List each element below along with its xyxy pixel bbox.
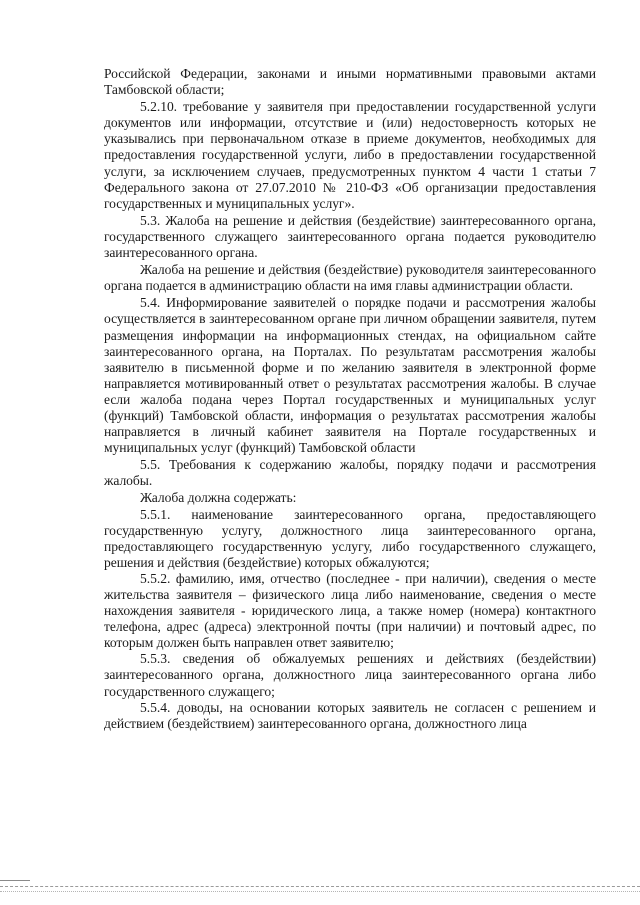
paragraph-5-4: 5.4. Информирование заявителей о порядке подачи и рассмотрения жалобы осуществляется в заинтересованном органе при личном обращении заявителя, путем размещения информации на информационных стендах, на официальном сайте заинтересованного органа, на Порталах. По результатам рассмотрения жалобы заявителю в письменной форме и по желанию заявителя в электронной форме направляется мотивированный ответ о результатах рассмотрения жалобы. В случае если жалоба подана через Портал государственных и муниципальных услуг (функций) Тамбовской области, информация о результатах рассмотрения жалобы направляется в личный кабинет заявителя на Портале государственных и муниципальных услуг (функций) Тамбовской области — [104, 295, 596, 456]
paragraph-5-5: 5.5. Требования к содержанию жалобы, порядку подачи и рассмотрения жалобы. — [104, 457, 596, 489]
scan-edge-mark — [0, 880, 30, 881]
document-body — [104, 66, 596, 732]
paragraph-5-3-head-complaint: Жалоба на решение и действия (бездействие) руководителя заинтересованного органа подается в администрацию области на имя главы администрации области. — [104, 262, 596, 294]
scan-bottom-rule — [0, 886, 640, 887]
paragraph-5-5-2: 5.5.2. фамилию, имя, отчество (последнее - при наличии), сведения о месте жительства заявителя – физического лица либо наименование, сведения о месте нахождения заявителя - юридического лица, а также номер (номера) контактного телефона, адрес (адреса) электронной почты (при наличии) и почтовый адрес, по которым должен быть направлен ответ заявителю; — [104, 570, 596, 651]
paragraph-5-5-4: 5.5.4. доводы, на основании которых заявитель не согласен с решением и действием (бездействием) заинтересованного органа, должностного лица — [104, 699, 596, 731]
paragraph-continuation: Российской Федерации, законами и иными нормативными правовыми актами Тамбовской области; — [104, 66, 596, 98]
scan-bottom-rule-dotted — [0, 891, 640, 892]
paragraph-5-3: 5.3. Жалоба на решение и действия (бездействие) заинтересованного органа, государственного служащего заинтересованного органа подается руководителю заинтересованного органа. — [104, 212, 596, 261]
paragraph-5-2-10: 5.2.10. требование у заявителя при предоставлении государственной услуги документов или информации, отсутствие и (или) недостоверность которых не указывались при первоначальном отказе в приеме документов, необходимых для предоставления государственной услуги, либо в предоставлении государственной услуги, за исключением случаев, предусмотренных пунктом 4 части 1 статьи 7 Федерального закона от 27.07.2010 № 210-ФЗ «Об организации предоставления государственных и муниципальных услуг». — [104, 99, 596, 211]
paragraph-5-5-1: 5.5.1. наименование заинтересованного органа, предоставляющего государственную услугу, должностного лица заинтересованного органа, предоставляющего государственную услугу, либо государственного служащего, решения и действия (бездействие) которых обжалуются; — [104, 506, 596, 570]
paragraph-5-5-3: 5.5.3. сведения об обжалуемых решениях и действиях (бездействии) заинтересованного органа, должностного лица заинтересованного органа либо государственного служащего; — [104, 651, 596, 699]
paragraph-complaint-contents: Жалоба должна содержать: — [140, 490, 297, 506]
